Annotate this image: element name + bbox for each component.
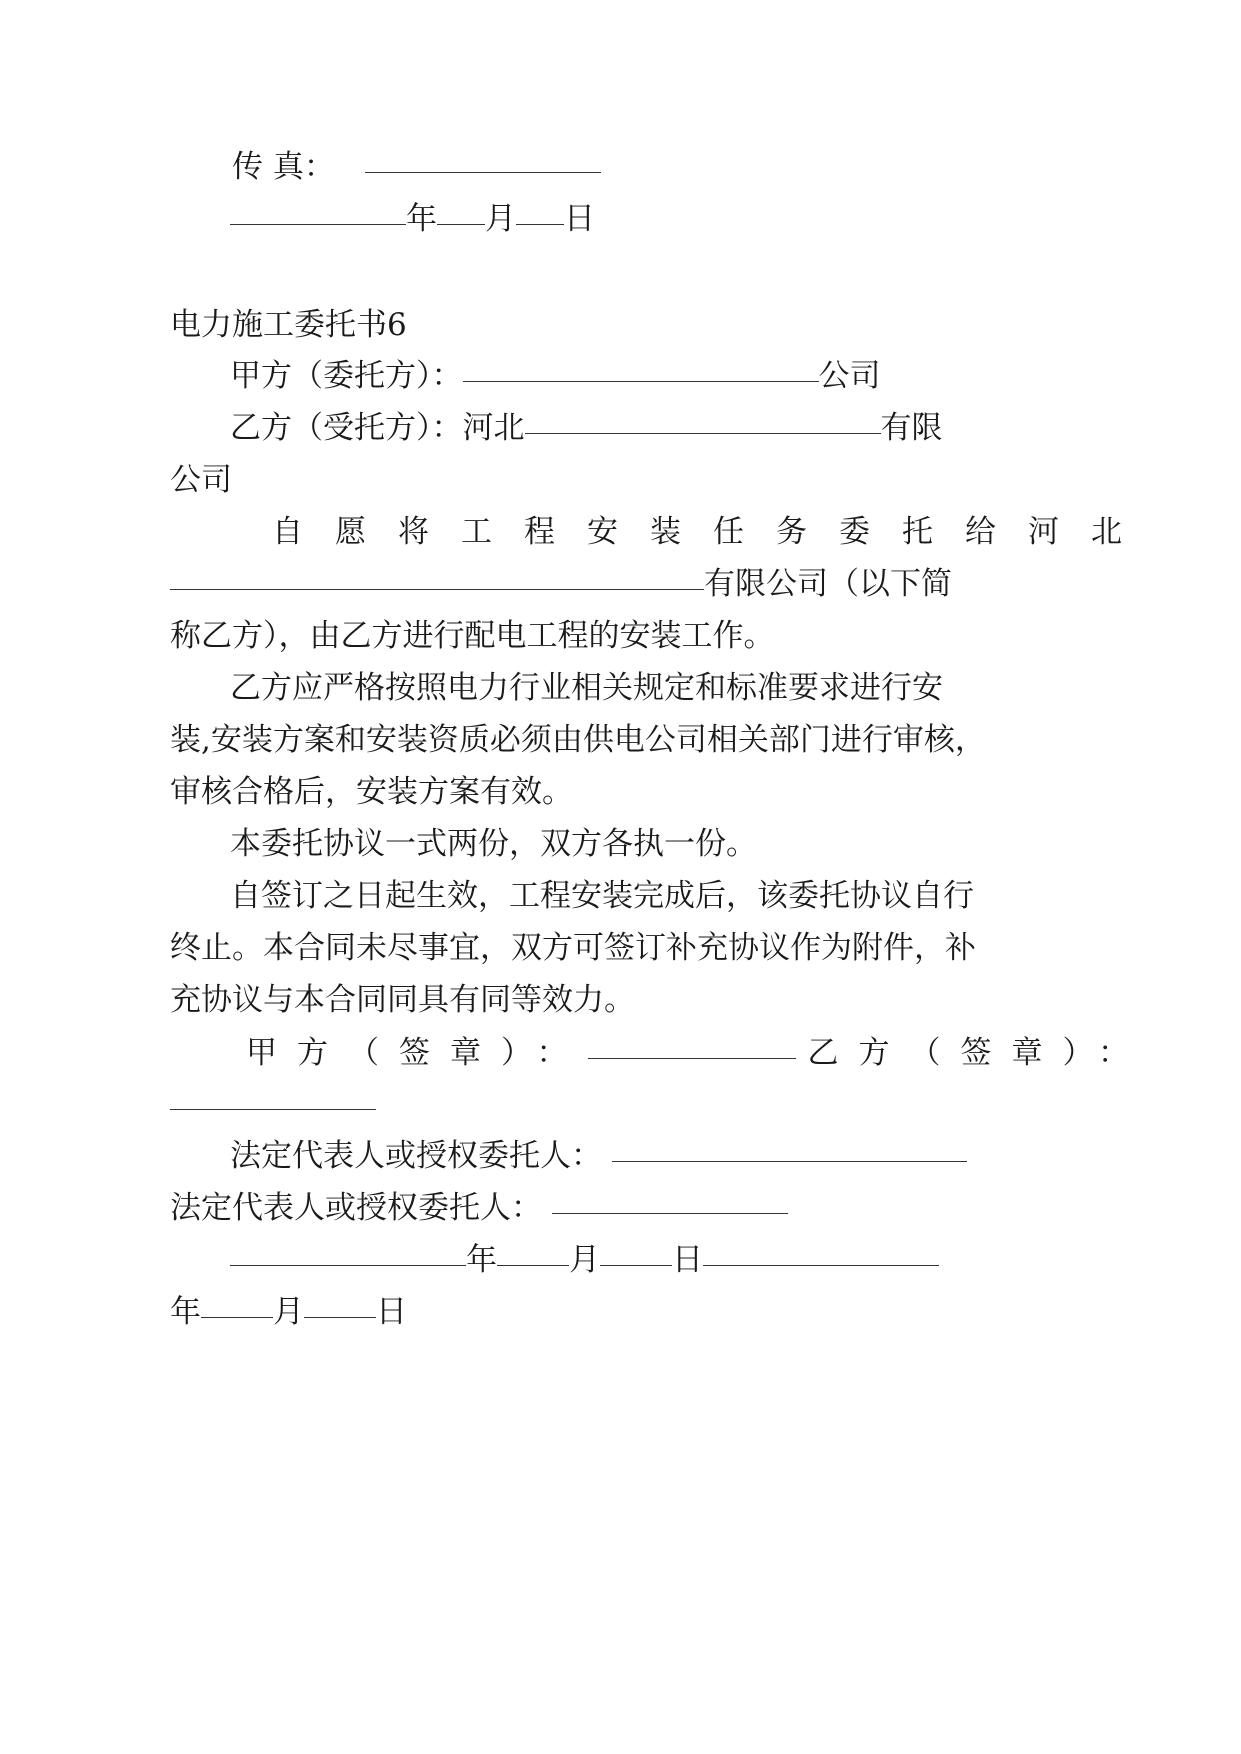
- para1-line2: [170, 564, 952, 604]
- date2-month2: 月: [273, 1294, 304, 1330]
- fax-blank: [365, 171, 601, 173]
- month-blank: [437, 223, 485, 225]
- year-label: 年: [406, 201, 437, 237]
- date2-day2: 日: [376, 1294, 407, 1330]
- party-a-blank: [463, 380, 819, 382]
- party-b-sign-blank-line: [170, 1084, 376, 1124]
- day-label: 日: [564, 201, 595, 237]
- document-title: 电力施工委托书6: [170, 307, 407, 343]
- signature-line: [246, 1033, 1149, 1073]
- para1-line3: 称乙方），由乙方进行配电工程的安装工作。: [170, 618, 775, 654]
- party-b-suffix: 有限: [880, 410, 943, 446]
- day-blank: [516, 223, 564, 225]
- party-b-line: [230, 408, 943, 448]
- rep-line-2: [170, 1188, 788, 1228]
- party-b-label: 乙方（受托方）：河北: [230, 410, 525, 446]
- party-b-sign-label: 乙方（签章）：: [807, 1035, 1149, 1071]
- date2-year-blank: [230, 1264, 466, 1266]
- rep-blank-1: [612, 1160, 967, 1162]
- rep-label-1: 法定代表人或授权委托人：: [230, 1138, 602, 1174]
- para1-blank: [170, 588, 704, 590]
- date2-month: 月: [569, 1242, 600, 1278]
- party-a-sign-label: 甲方（签章）：: [246, 1035, 588, 1071]
- para2-line3: 审核合格后，安装方案有效。: [170, 774, 573, 810]
- date2-day2-blank: [304, 1316, 376, 1318]
- para3: 本委托协议一式两份，双方各执一份。: [230, 826, 757, 862]
- party-b-sign-blank: [170, 1108, 376, 1110]
- party-b-blank: [525, 432, 881, 434]
- para4-line1: 自签订之日起生效，工程安装完成后，该委托协议自行: [230, 878, 974, 914]
- para2-line2: 装,安装方案和安装资质必须由供电公司相关部门进行审核，: [170, 722, 986, 758]
- rep-line-1: [230, 1136, 967, 1176]
- para2-line1: 乙方应严格按照电力行业相关规定和标准要求进行安: [230, 670, 943, 706]
- para1-line2-suffix: 有限公司（以下简: [704, 566, 952, 602]
- fax-line: [232, 147, 601, 187]
- date-line-2: [230, 1240, 939, 1280]
- year-blank: [230, 223, 406, 225]
- para4-line2: 终止。本合同未尽事宜，双方可签订补充协议作为附件，补: [170, 930, 976, 966]
- para4-line3: 充协议与本合同同具有同等效力。: [170, 982, 635, 1018]
- fax-label: 传 真：: [232, 149, 335, 185]
- date2-month-blank: [497, 1264, 569, 1266]
- party-a-suffix: 公司: [818, 358, 881, 394]
- party-a-label: 甲方（委托方）：: [230, 358, 463, 394]
- date-line-1: [230, 199, 595, 239]
- date2-year2: 年: [170, 1294, 201, 1330]
- month-label: 月: [485, 201, 516, 237]
- rep-label-2: 法定代表人或授权委托人：: [170, 1190, 542, 1226]
- date2-year: 年: [466, 1242, 497, 1278]
- date2-year2-blank: [703, 1264, 939, 1266]
- date2-month2-blank: [201, 1316, 273, 1318]
- date2-day-blank: [600, 1264, 672, 1266]
- party-b-suffix-2: 公司: [170, 462, 232, 498]
- date2-day: 日: [672, 1242, 703, 1278]
- rep-blank-2: [552, 1212, 788, 1214]
- party-a-sign-blank: [588, 1057, 796, 1059]
- date-line-3: [170, 1292, 407, 1332]
- party-a-line: [230, 356, 881, 396]
- para1-line1: 自愿将工程安装任务委托给河北: [272, 514, 1154, 550]
